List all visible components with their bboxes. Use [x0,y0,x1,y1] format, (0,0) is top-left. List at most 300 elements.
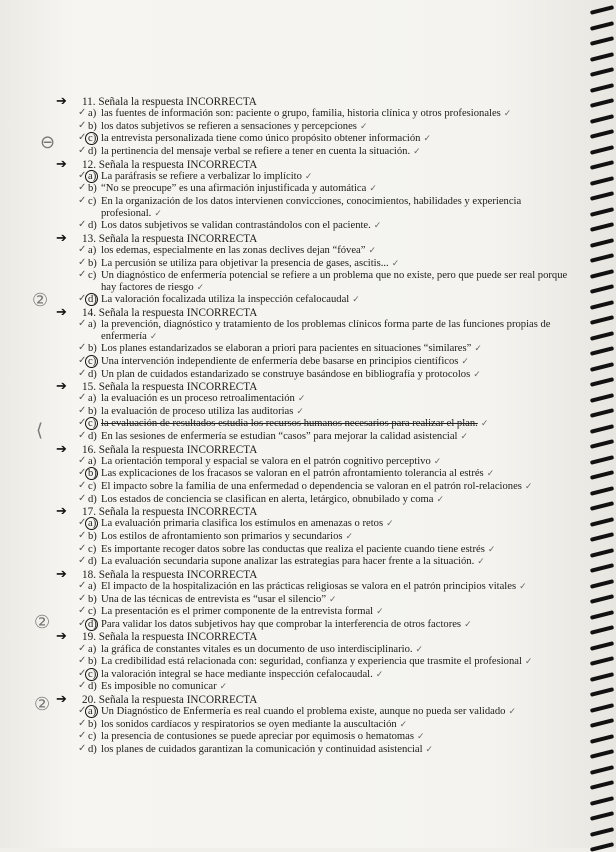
binding-coil [590,253,614,263]
option-text: la presencia de contusiones se puede apreciar por equimosis o hematomas [101,731,414,743]
binding-coil [590,703,614,713]
binding-coil [590,98,614,108]
question-title-text: 17. Señala la respuesta INCORRECTA [82,506,258,519]
answer-option [78,517,582,531]
answer-option [78,542,582,557]
check-mark-icon: ✓ [345,532,354,543]
check-mark-icon: ✓ [78,404,87,416]
question-title-text: 18. Señala la respuesta INCORRECTA [82,568,258,581]
binding-coil [590,842,614,852]
check-mark-icon: ✓ [329,594,337,605]
answer-option [78,243,582,258]
check-mark-icon: ✓ [78,219,87,231]
option-letter: a) [88,643,97,655]
check-mark-icon: ✓ [78,667,87,679]
answer-option [78,730,582,744]
answer-option [78,530,582,544]
option-text: La credibilidad está relacionada con: seguridad, confianza y experiencia que trasmite el profesional [101,656,522,668]
binding-coil [590,532,614,542]
check-mark-icon: ✓ [369,184,377,195]
answer-option [78,194,582,220]
binding-coil [590,238,614,248]
arrow-right-icon: ➔ [56,565,67,581]
check-mark-icon: ✓ [78,680,87,692]
option-text: La valoración focalizada utiliza la inspección cefalocaudal [101,294,350,306]
binding-coil [590,424,614,434]
binding-coil [590,486,614,496]
answer-option [78,107,582,121]
check-mark-icon: ✓ [78,269,87,281]
check-mark-icon: ✓ [524,482,533,493]
check-mark-icon: ✓ [503,109,512,120]
question-title-text: 15. Señala la respuesta INCORRECTA [82,381,258,394]
answer-option [78,293,582,307]
check-mark-icon: ✓ [376,607,384,618]
check-mark-icon: ✓ [78,592,87,604]
binding-coil [590,315,614,325]
option-letter: c) [88,606,97,618]
check-mark-icon: ✓ [149,331,158,342]
binding-coil [590,331,614,341]
check-mark-icon: ✓ [519,582,527,593]
binding-coil [590,129,614,139]
binding-coil [590,5,614,15]
question-17 [56,503,582,569]
answer-option [78,680,582,694]
binding-coil [590,563,614,573]
option-letter: d) [88,556,97,568]
arrow-right-icon: ➔ [56,628,67,644]
check-mark-icon: ✓ [78,169,87,181]
check-mark-icon: ✓ [436,494,445,505]
question-title [56,229,582,245]
question-19 [56,628,582,694]
option-text: Los estados de conciencia se clasifican en alerta, letárgico, obnubilado y coma [101,493,434,505]
check-mark-icon: ✓ [487,544,496,555]
question-18 [56,565,582,632]
answer-option [78,667,582,682]
binding-coil [590,594,614,604]
check-mark-icon: ✓ [473,369,481,380]
check-mark-icon: ✓ [474,344,482,355]
answer-option [78,454,582,469]
handwritten-mark: ② [34,612,51,633]
option-letter: b) [88,531,97,543]
question-11 [56,93,582,159]
binding-coil [590,734,614,744]
check-mark-icon: ✓ [78,492,87,504]
binding-coil [590,625,614,635]
check-mark-icon: ✓ [78,454,87,466]
answer-option [78,354,582,369]
option-text: Una de las técnicas de entrevista es “usar el silencio” [101,593,327,605]
check-mark-icon: ✓ [391,258,400,269]
answer-option [78,580,582,594]
option-letter: a) [88,393,97,405]
option-letter: b) [88,405,97,417]
binding-coil [590,579,614,589]
option-letter: a) [88,170,97,182]
question-title [56,440,582,456]
option-letter: d) [88,220,97,232]
binding-coil [590,455,614,465]
option-text: El impacto de la hospitalización en las prácticas religiosas se valora en el patrón principios vitales [101,581,517,593]
option-letter: b) [88,120,97,132]
spiral-binding [590,0,616,848]
option-letter: c) [88,731,97,743]
answer-option [78,555,582,569]
check-mark-icon: ✓ [352,295,360,306]
option-text: Una intervención independiente de enfermería debe basarse en principios científicos [101,355,459,367]
arrow-right-icon: ➔ [56,690,67,706]
check-mark-icon: ✓ [78,107,87,119]
option-letter: c) [88,418,97,430]
option-text: La paráfrasis se refiere a verbalizar lo implícito [101,170,302,182]
binding-coil [590,207,614,217]
binding-coil [590,52,614,62]
option-letter: b) [88,183,97,195]
option-text: Para validar los datos subjetivos hay que comprobar la interferencia de otros factores [101,618,462,630]
binding-coil [590,749,614,759]
option-letter: b) [88,593,97,605]
check-mark-icon: ✓ [196,282,205,293]
option-text: la gráfica de constantes vitales es un documento de uso interdisciplinario. [101,643,413,655]
answer-option [78,717,582,732]
answer-option [78,705,582,719]
check-mark-icon: ✓ [78,705,87,717]
option-text: los planes de cuidados garantizan la comunicación y continuidad asistencial [101,743,423,755]
binding-coil [590,687,614,697]
option-text: Es importante recoger datos sobre las conductas que realiza el paciente cuando tiene estrés [101,543,485,555]
option-text: En la organización de los datos intervienen convicciones, conocimientos, habilidades y experiencia profesional. [101,195,522,219]
question-title [56,93,582,108]
option-letter: b) [88,718,97,730]
binding-coil [590,408,614,418]
check-mark-icon: ✓ [78,354,87,366]
answer-option [78,467,582,481]
option-letter: d) [88,681,97,693]
binding-coil [590,83,614,93]
option-letter: d) [88,618,97,630]
arrow-right-icon: ➔ [56,303,67,319]
check-mark-icon: ✓ [297,394,306,405]
answer-option [78,392,582,406]
check-mark-icon: ✓ [368,245,376,256]
option-letter: c) [88,133,97,145]
check-mark-icon: ✓ [415,644,424,655]
question-title [56,303,582,319]
check-mark-icon: ✓ [425,744,434,755]
check-mark-icon: ✓ [78,555,87,567]
check-mark-icon: ✓ [78,144,87,156]
answer-option [78,169,582,184]
option-letter: a) [88,581,97,593]
option-letter: c) [88,543,97,555]
check-mark-icon: ✓ [524,657,533,668]
binding-coil [590,501,614,511]
question-title [56,155,582,171]
binding-coil [590,160,614,170]
check-mark-icon: ✓ [154,208,162,219]
check-mark-icon: ✓ [460,432,469,443]
check-mark-icon: ✓ [78,417,87,429]
check-mark-icon: ✓ [486,469,495,480]
check-mark-icon: ✓ [78,430,87,442]
check-mark-icon: ✓ [78,742,87,754]
check-mark-icon: ✓ [508,707,517,718]
answer-option [78,342,582,356]
answer-option [78,655,582,669]
check-mark-icon: ✓ [78,293,87,305]
option-text: La presentación es el primer componente de la entrevista formal [101,606,374,618]
option-text: Los datos subjetivos se validan contrastándolos con el paciente. [101,220,371,232]
option-letter: b) [88,468,97,480]
check-mark-icon: ✓ [219,682,228,693]
check-mark-icon: ✓ [423,134,432,145]
option-text: La evaluación primaria clasifica los estímulos en amenazas o retos [101,518,384,530]
check-mark-icon: ✓ [373,221,382,232]
check-mark-icon: ✓ [78,480,87,492]
check-mark-icon: ✓ [296,406,304,417]
check-mark-icon: ✓ [78,392,87,404]
binding-coil [590,145,614,155]
binding-coil [590,672,614,682]
option-letter: c) [88,481,97,493]
option-text: los sonidos cardíacos y respiratorios se oyen mediante la auscultación [101,718,397,730]
binding-coil [590,796,614,806]
question-title-text: 12. Señala la respuesta INCORRECTA [82,158,258,171]
check-mark-icon: ✓ [78,342,87,354]
binding-coil [590,284,614,294]
answer-option [78,642,582,657]
question-title-text: 11. Señala la respuesta INCORRECTA [82,96,257,108]
option-letter: c) [88,668,97,680]
arrow-right-icon: ➔ [56,229,67,245]
question-title-text: 16. Señala la respuesta INCORRECTA [82,443,258,456]
binding-coil [590,362,614,372]
option-letter: d) [88,368,97,380]
option-letter: d) [88,294,97,306]
question-title [56,503,582,519]
answer-option [78,417,582,431]
binding-coil [590,176,614,186]
binding-coil [590,811,614,821]
binding-coil [590,470,614,480]
check-mark-icon: ✓ [78,717,87,729]
question-14 [56,303,582,381]
question-title [56,628,582,644]
answer-option [78,132,582,146]
binding-coil [590,346,614,356]
check-mark-icon: ✓ [386,519,394,530]
question-title [56,690,582,706]
question-16 [56,440,582,507]
option-letter: a) [88,706,97,718]
arrow-right-icon: ➔ [56,503,67,519]
option-letter: d) [88,743,97,755]
option-text: La orientación temporal y espacial se valora en el patrón cognitivo perceptivo [101,455,431,467]
option-letter: d) [88,145,97,157]
option-letter: d) [88,493,97,505]
check-mark-icon: ✓ [78,605,87,617]
handwritten-mark: ⊖ [40,132,56,153]
option-text: la pertinencia del mensaje verbal se refiere a tener en cuenta la situación. [101,145,411,157]
option-text: la evaluación de resultados estudia los recursos humanos necesarios para realizar el plan. [101,418,478,430]
check-mark-icon: ✓ [78,542,87,554]
binding-coil [590,114,614,124]
option-text: los edemas, especialmente en las zonas declives dejan “fóvea” [101,244,366,256]
binding-coil [590,67,614,77]
answer-option [78,256,582,271]
question-20 [56,690,582,757]
question-title-text: 13. Señala la respuesta INCORRECTA [82,232,258,245]
check-mark-icon: ✓ [78,730,87,742]
option-text: la evaluación de proceso utiliza las auditorias [101,405,294,417]
arrow-right-icon: ➔ [56,378,67,394]
check-mark-icon: ✓ [304,171,313,182]
option-letter: d) [88,431,97,443]
option-text: los datos subjetivos se refieren a sensaciones y percepciones [101,120,357,132]
option-letter: b) [88,257,97,269]
answer-option [78,742,582,757]
option-letter: c) [88,195,97,207]
option-text: Los planes estandarizados se elaboran a priori para pacientes en situaciones “similares” [101,343,472,355]
answer-option [78,367,582,382]
check-mark-icon: ✓ [78,243,87,255]
option-letter: a) [88,108,97,120]
question-title-text: 19. Señala la respuesta INCORRECTA [82,631,258,644]
binding-coil [590,21,614,31]
option-text: la evaluación es un proceso retroalimentación [101,393,295,405]
question-12 [56,155,582,233]
option-letter: a) [88,455,97,467]
answer-option [78,404,582,419]
check-mark-icon: ✓ [78,367,87,379]
answer-option [78,430,582,444]
handwritten-mark: ⟨ [36,420,44,441]
option-letter: a) [88,319,97,331]
option-text: Es imposible no comunicar [101,681,217,693]
option-text: La percusión se utiliza para objetivar la presencia de gases, ascitis... [101,257,389,269]
option-letter: b) [88,343,97,355]
option-text: Un diagnóstico de enfermería potencial se refiere a un problema que no existe, pero que puede ser real porque hay factores de riesgo [101,270,568,293]
check-mark-icon: ✓ [78,467,87,479]
handwritten-mark: ② [32,290,49,311]
binding-coil [590,610,614,620]
option-letter: c) [88,355,97,367]
check-mark-icon: ✓ [78,256,87,268]
option-text: la valoración integral se hace mediante inspección cefalocaudal. [101,668,373,680]
check-mark-icon: ✓ [359,121,368,132]
check-mark-icon: ✓ [375,669,384,680]
binding-coil [590,656,614,666]
option-text: Los estilos de afrontamiento son primarios y secundarios [101,531,343,543]
answer-option [78,480,582,494]
question-title-text: 14. Señala la respuesta INCORRECTA [82,306,258,319]
check-mark-icon: ✓ [78,132,87,144]
binding-coil [590,36,614,46]
arrow-right-icon: ➔ [56,440,67,456]
option-text: Un Diagnóstico de Enfermería es real cuando el problema existe, aunque no pueda ser validado [101,706,506,718]
check-mark-icon: ✓ [399,719,408,730]
arrow-right-icon: ➔ [56,155,67,171]
option-text: la entrevista personalizada tiene como único propósito obtener información [101,133,421,145]
binding-coil [590,377,614,387]
check-mark-icon: ✓ [417,732,425,743]
question-title-text: 20. Señala la respuesta INCORRECTA [82,693,258,706]
handwritten-mark: ② [34,694,51,715]
check-mark-icon: ✓ [78,517,87,529]
answer-option [78,119,582,134]
question-list [56,93,582,757]
option-letter: b) [88,656,97,668]
binding-coil [590,300,614,310]
binding-coil [590,780,614,790]
option-letter: a) [88,244,97,256]
option-text: En las sesiones de enfermería se estudian “casos” para mejorar la calidad asistencial [101,431,458,443]
check-mark-icon: ✓ [78,182,87,194]
binding-coil [590,269,614,279]
question-title [56,565,582,581]
check-mark-icon: ✓ [464,619,472,630]
option-text: “No se preocupe” es una afirmación injustificada y automática [101,183,367,195]
check-mark-icon: ✓ [78,642,87,654]
check-mark-icon: ✓ [78,580,87,592]
binding-coil [590,517,614,527]
check-mark-icon: ✓ [461,356,469,367]
answer-option [78,269,582,294]
option-letter: c) [88,270,97,282]
check-mark-icon: ✓ [433,456,442,467]
binding-coil [590,191,614,201]
option-text: La evaluación secundaria supone analizar las estrategias para hacer frente a la situación. [101,556,475,568]
question-title [56,378,582,394]
check-mark-icon: ✓ [413,146,421,157]
binding-coil [590,827,614,837]
check-mark-icon: ✓ [78,530,87,542]
question-13 [56,229,582,307]
answer-option [78,219,582,233]
check-mark-icon: ✓ [78,617,87,629]
binding-coil [590,718,614,728]
question-15 [56,378,582,444]
option-text: Las explicaciones de los fracasos se valoran en el patrón afrontamiento tolerancia al estrés [101,468,484,480]
answer-option [78,492,582,507]
arrow-right-icon: ➔ [56,93,67,108]
answer-option [78,144,582,159]
binding-coil [590,548,614,558]
binding-coil [590,222,614,232]
option-text: las fuentes de información son: paciente o grupo, familia, historia clínica y otros profesionales [101,108,501,120]
option-letter: a) [88,518,97,530]
check-mark-icon: ✓ [78,194,87,206]
answer-option [78,318,582,343]
binding-coil [590,765,614,775]
binding-coil [590,439,614,449]
answer-option [78,182,582,196]
check-mark-icon: ✓ [477,557,485,568]
binding-coil [590,393,614,403]
check-mark-icon: ✓ [480,419,489,430]
answer-option [78,605,582,619]
option-text: El impacto sobre la familia de una enfermedad o dependencia se valoran en el patrón rol-relaciones [101,481,522,493]
answer-option [78,617,582,632]
answer-option [78,592,582,607]
check-mark-icon: ✓ [78,119,87,131]
option-text: Un plan de cuidados estandarizado se construye basándose en bibliografía y protocolos [101,368,471,380]
option-text: la prevención, diagnóstico y tratamiento de los problemas clínicos forma parte de las funciones propias de enfermería [101,319,551,342]
binding-coil [590,641,614,651]
